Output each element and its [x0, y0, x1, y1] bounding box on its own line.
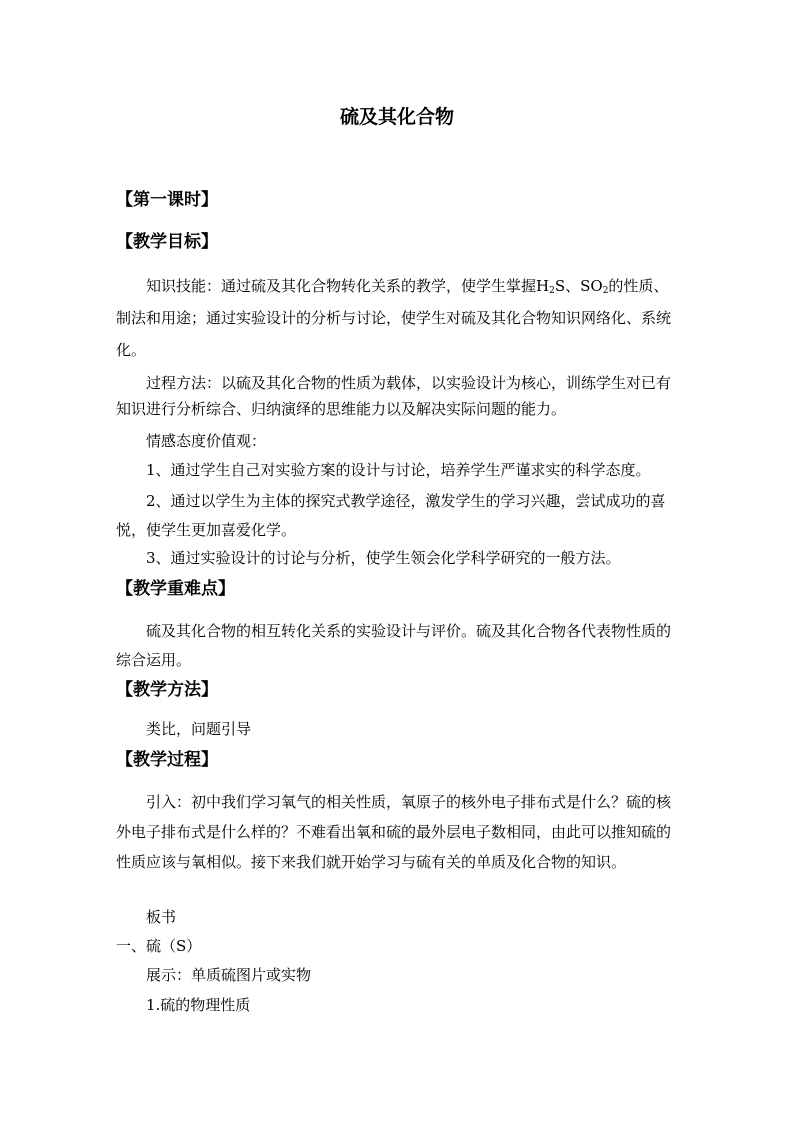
knowledge-text-prefix: 知识技能：通过硫及其化合物转化关系的教学，使学生掌握H	[146, 277, 550, 295]
objective-item-2: 2、通过以学生为主体的探究式教学途径，激发学生的学习兴趣，尝试成功的喜悦，使学生更加喜爱化学。	[116, 492, 666, 539]
objective-item-3: 3、通过实验设计的讨论与分析，使学生领会化学科学研究的一般方法。	[146, 549, 621, 567]
emotion-label: 情感态度价值观：	[146, 432, 267, 450]
knowledge-skills-paragraph	[116, 270, 676, 366]
process-heading: 【教学过程】	[116, 750, 218, 770]
knowledge-text-suffix: 的性	[608, 277, 639, 295]
subscript-2: 2	[602, 286, 609, 296]
document-title: 硫及其化合物	[339, 106, 454, 128]
intro-paragraph: 引入：初中我们学习氧气的相关性质，氧原子的核外电子排布式是什么？硫的核外电子排布式是什么样的？不难看出氧和硫的最外层电子数相同，由此可以推知硫的性质应该与氧相似。接下来我们就开始学习与硫有关的单质及化合物的知识。	[116, 793, 672, 871]
knowledge-text-continued: 质、制法和用途；通过实验设计的分析与讨论，使学生对硫及其化合物知识网络化、系统化。	[116, 277, 672, 359]
methods-text: 类比，问题引导	[146, 720, 252, 738]
knowledge-text-mid: S、SO	[554, 277, 603, 295]
methods-heading: 【教学方法】	[116, 680, 218, 700]
lesson-heading: 【第一课时】	[116, 190, 218, 210]
objective-item-1: 1、通过学生自己对实验方案的设计与讨论，培养学生严谨求实的科学态度。	[146, 461, 651, 479]
sulfur-section-heading: 一、硫（S）	[116, 937, 202, 955]
subscript-2: 2	[549, 286, 555, 296]
show-text: 展示：单质硫图片或实物	[146, 966, 312, 984]
board-label: 板书	[146, 908, 177, 926]
key-points-paragraph: 硫及其化合物的相互转化关系的实验设计与评价。硫及其化合物各代表物性质的综合运用。	[116, 622, 672, 669]
physical-properties-heading: 1.硫的物理性质	[146, 996, 251, 1014]
process-method-paragraph: 过程方法：以硫及其化合物的性质为载体，以实验设计为核心，训练学生对已有知识进行分析综合、归纳演绎的思维能力以及解决实际问题的能力。	[116, 374, 672, 418]
key-points-heading: 【教学重难点】	[116, 579, 235, 599]
objectives-heading: 【教学目标】	[116, 232, 218, 252]
